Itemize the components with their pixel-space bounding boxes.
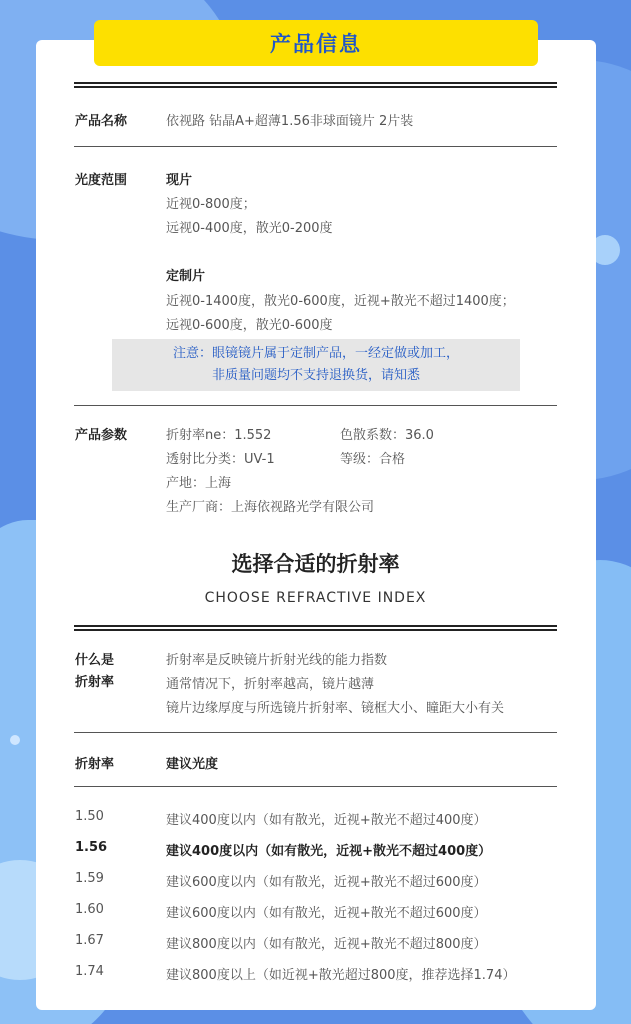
table-cell-advice: 建议600度以内（如有散光，近视+散光不超过600度） — [166, 906, 487, 921]
table-header-advice: 建议光度 — [166, 757, 219, 772]
table-cell-index: 1.59 — [75, 871, 104, 886]
product-name-value: 依视路 钻晶A+超薄1.56非球面镜片 2片装 — [166, 114, 414, 129]
what-is-line: 折射率是反映镜片折射光线的能力指数 — [166, 653, 388, 668]
stock-lens-line: 近视0-800度； — [166, 197, 256, 212]
table-cell-index: 1.60 — [75, 902, 104, 917]
double-divider — [74, 625, 557, 631]
what-is-line: 通常情况下，折射率越高，镜片越薄 — [166, 677, 375, 692]
what-is-label: 折射率 — [75, 675, 115, 690]
divider — [74, 146, 557, 147]
section-subtitle: CHOOSE REFRACTIVE INDEX — [204, 590, 427, 606]
stock-lens-title: 现片 — [166, 173, 193, 188]
table-cell-index: 1.67 — [75, 933, 104, 948]
params-label: 产品参数 — [75, 428, 128, 443]
double-divider — [74, 82, 557, 88]
header-banner — [94, 20, 538, 66]
table-cell-index: 1.50 — [75, 809, 104, 824]
power-range-label: 光度范围 — [75, 173, 128, 188]
custom-lens-line: 近视0-1400度，散光0-600度，近视+散光不超过1400度； — [166, 294, 515, 309]
product-name-label: 产品名称 — [75, 114, 128, 129]
divider — [74, 405, 557, 406]
param-abbe: 色散系数：36.0 — [340, 428, 434, 443]
divider — [74, 732, 557, 733]
table-cell-index: 1.56 — [75, 840, 108, 855]
table-cell-advice: 建议600度以内（如有散光，近视+散光不超过600度） — [166, 875, 487, 890]
param-maker: 生产厂商：上海依视路光学有限公司 — [166, 500, 375, 515]
bg-dot — [10, 735, 20, 745]
param-refractive-index: 折射率ne：1.552 — [166, 428, 272, 443]
section-title: 选择合适的折射率 — [231, 552, 400, 576]
notice-line: 注意：眼镜镜片属于定制产品，一经定做或加工， — [172, 346, 459, 361]
custom-lens-title: 定制片 — [166, 269, 206, 284]
page-title: 产品信息 — [270, 32, 362, 56]
divider — [74, 786, 557, 787]
table-cell-advice: 建议800度以上（如近视+散光超过800度，推荐选择1.74） — [166, 968, 516, 983]
notice-box — [112, 339, 520, 391]
custom-lens-line: 远视0-600度，散光0-600度 — [166, 318, 333, 333]
notice-line: 非质量问题均不支持退换货，请知悉 — [211, 368, 420, 383]
table-cell-advice: 建议400度以内（如有散光，近视+散光不超过400度） — [166, 844, 492, 859]
stock-lens-line: 远视0-400度，散光0-200度 — [166, 221, 333, 236]
table-cell-advice: 建议800度以内（如有散光，近视+散光不超过800度） — [166, 937, 487, 952]
what-is-label: 什么是 — [75, 653, 115, 668]
param-uv: 透射比分类：UV-1 — [166, 452, 275, 467]
table-header-index: 折射率 — [75, 757, 115, 772]
param-grade: 等级：合格 — [340, 452, 406, 467]
table-cell-index: 1.74 — [75, 964, 104, 979]
table-cell-advice: 建议400度以内（如有散光，近视+散光不超过400度） — [166, 813, 487, 828]
what-is-line: 镜片边缘厚度与所选镜片折射率、镜框大小、瞳距大小有关 — [166, 701, 505, 716]
param-origin: 产地：上海 — [166, 476, 232, 491]
